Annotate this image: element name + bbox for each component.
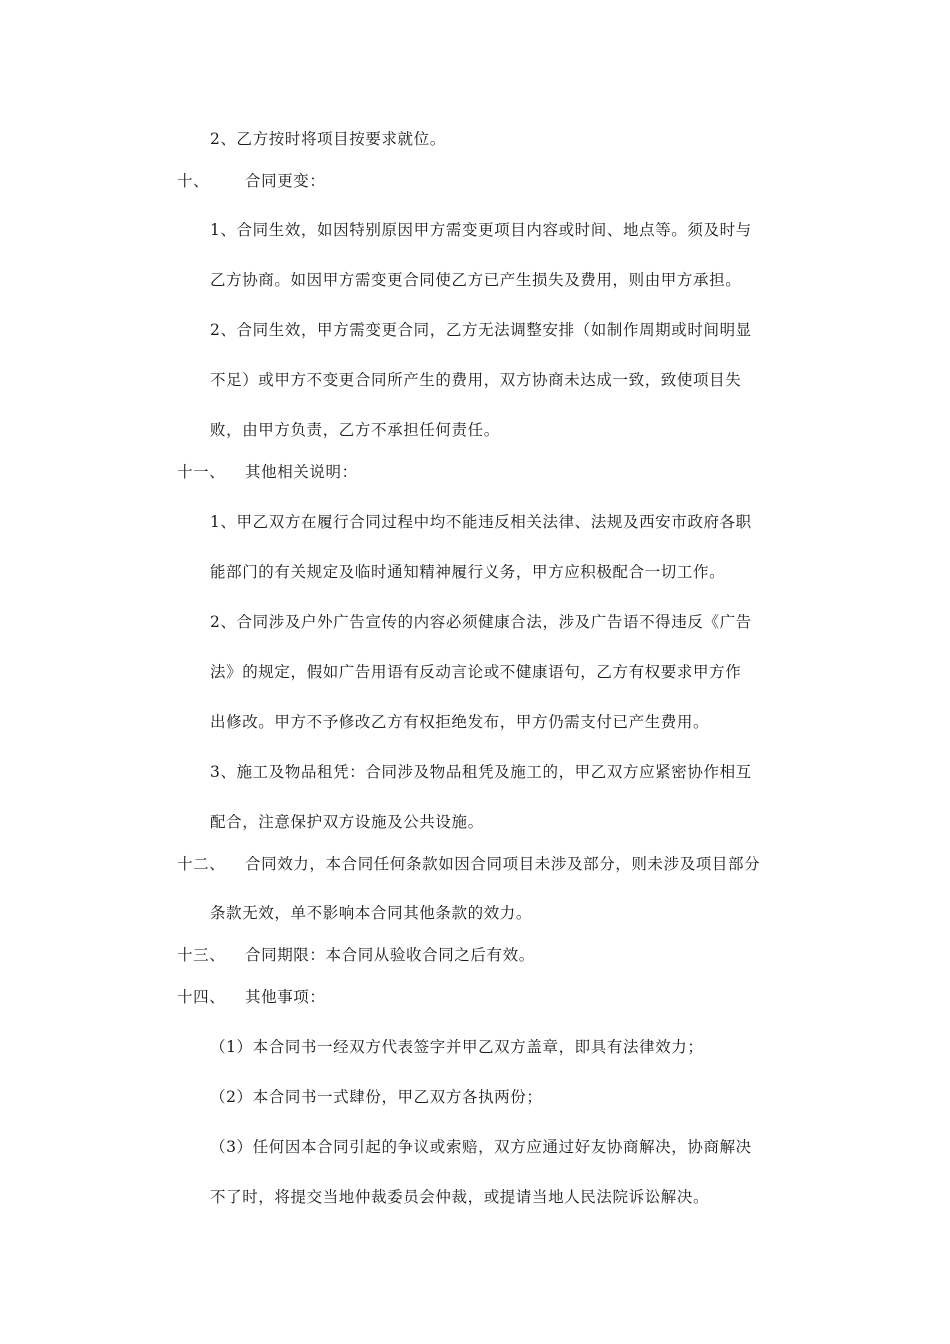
clause-11-item-3-cont: 配合，注意保护双方设施及公共设施。 — [210, 813, 484, 831]
clause-14-item-3-cont: 不了时，将提交当地仲裁委员会仲裁，或提请当地人民法院诉讼解决。 — [210, 1188, 710, 1206]
section-number: 十、 — [177, 172, 210, 190]
section-number: 十二、 — [177, 855, 226, 873]
clause-11-item-2-cont: 出修改。甲方不予修改乙方有权拒绝发布，甲方仍需支付已产生费用。 — [210, 713, 710, 731]
clause-11-item-1-cont: 能部门的有关规定及临时通知精神履行义务，甲方应积极配合一切工作。 — [210, 563, 726, 581]
clause-11-item-2-cont: 法》的规定，假如广告用语有反动言论或不健康语句，乙方有权要求甲方作 — [210, 663, 742, 681]
section-12-heading — [177, 854, 760, 874]
clause-11-item-2: 2、合同涉及户外广告宣传的内容必须健康合法，涉及广告语不得违反《广告 — [210, 613, 752, 631]
clause-10-item-1: 1、合同生效，如因特别原因甲方需变更项目内容或时间、地点等。须及时与 — [210, 221, 752, 239]
clause-9-item-2: 2、乙方按时将项目按要求就位。 — [210, 130, 446, 148]
section-title: 其他相关说明： — [245, 463, 358, 481]
clause-10-item-2-cont: 不足）或甲方不变更合同所产生的费用，双方协商未达成一致，致使项目失 — [210, 371, 742, 389]
clause-14-item-3: （3）任何因本合同引起的争议或索赔，双方应通过好友协商解决，协商解决 — [210, 1138, 752, 1156]
clause-10-item-2-cont: 败，由甲方负责，乙方不承担任何责任。 — [210, 421, 500, 439]
section-number: 十一、 — [177, 463, 226, 481]
clause-14-item-1: （1）本合同书一经双方代表签字并甲乙双方盖章，即具有法律效力； — [210, 1038, 704, 1056]
clause-14-item-2: （2）本合同书一式肆份，甲乙双方各执两份； — [210, 1088, 543, 1106]
section-11-heading — [177, 462, 358, 482]
section-title: 合同更变： — [245, 172, 326, 190]
section-14-heading — [177, 987, 326, 1007]
section-title: 合同期限：本合同从验收合同之后有效。 — [245, 946, 535, 964]
section-title: 其他事项： — [245, 988, 326, 1006]
clause-12-cont: 条款无效，单不影响本合同其他条款的效力。 — [210, 904, 533, 922]
clause-11-item-1: 1、甲乙双方在履行合同过程中均不能违反相关法律、法规及西安市政府各职 — [210, 513, 752, 531]
section-title: 合同效力，本合同任何条款如因合同项目未涉及部分，则未涉及项目部分 — [245, 855, 761, 873]
section-number: 十三、 — [177, 946, 226, 964]
section-10-heading — [177, 171, 326, 191]
clause-10-item-1-cont: 乙方协商。如因甲方需变更合同使乙方已产生损失及费用，则由甲方承担。 — [210, 271, 742, 289]
section-13-heading — [177, 945, 535, 965]
clause-10-item-2: 2、合同生效，甲方需变更合同，乙方无法调整安排（如制作周期或时间明显 — [210, 321, 752, 339]
clause-11-item-3: 3、施工及物品租凭：合同涉及物品租凭及施工的，甲乙双方应紧密协作相互 — [210, 763, 752, 781]
section-number: 十四、 — [177, 988, 226, 1006]
